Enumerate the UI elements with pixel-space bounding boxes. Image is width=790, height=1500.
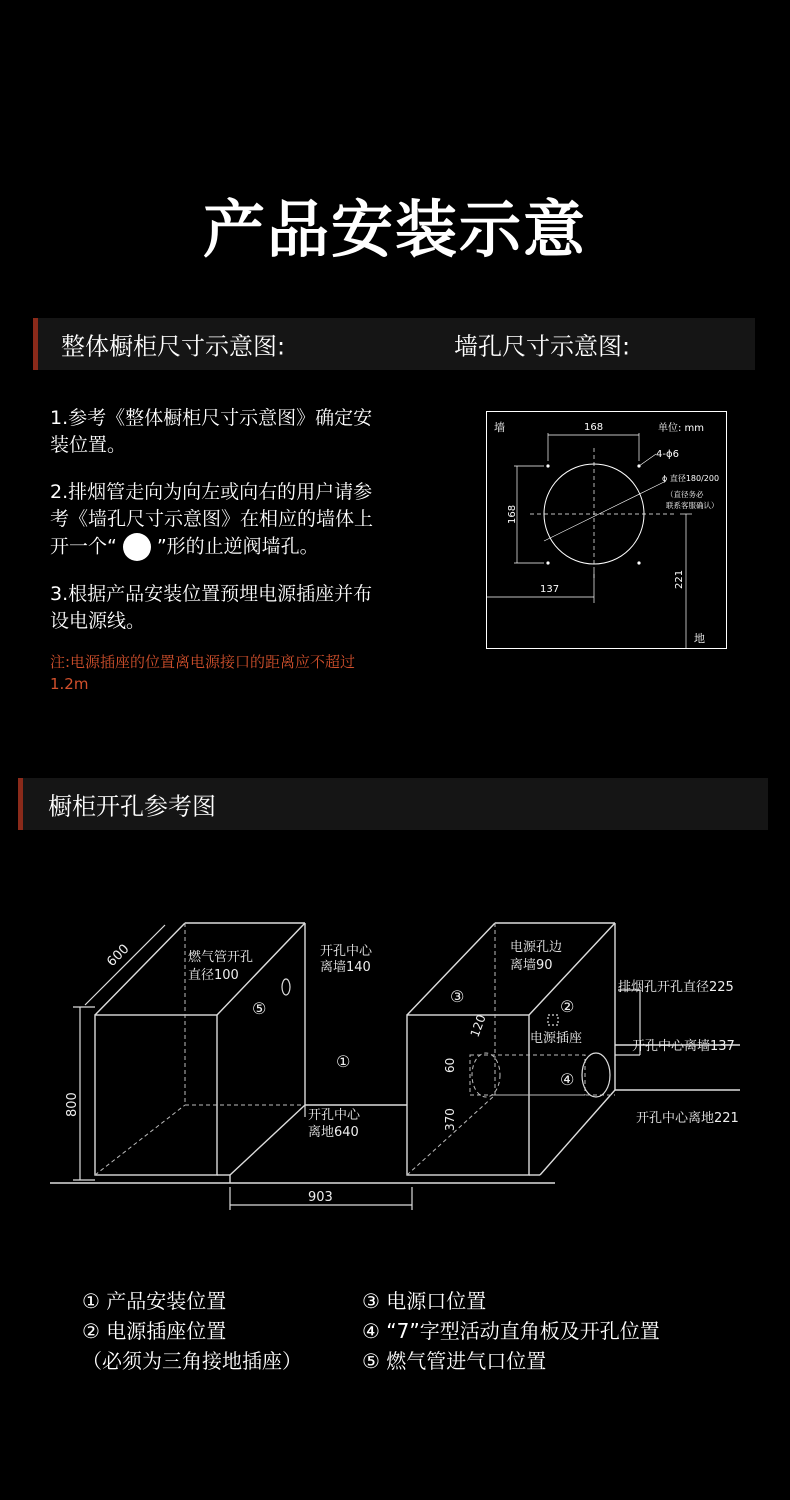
legend-item-4: ④ “7”字型活动直角板及开孔位置 [362,1319,660,1343]
ground-label: 地 [694,632,705,645]
hole-center-wall-2: 离墙140 [320,960,371,975]
instruction-step-2 [50,479,380,561]
marker-3: ③ [450,987,465,1006]
diameter-label: ϕ 直径180/200 [662,474,720,483]
diameter-note-2: 联系客服确认） [666,501,719,510]
right-dimension: 221 [674,569,685,589]
marker-4: ④ [560,1070,575,1089]
cabinet-size-heading: 整体橱柜尺寸示意图: [61,332,286,361]
depth-dimension: 600 [104,941,133,970]
hole-center-ground-1: 开孔中心 [308,1108,361,1123]
legend-left [82,1286,302,1376]
width-dimension: 903 [308,1190,333,1205]
marker-5: ⑤ [252,999,267,1018]
dim-370: 370 [443,1108,457,1131]
center-wall-137: 开孔中心离墙137 [632,1039,735,1054]
gas-hole-label-1: 燃气管开孔 [188,950,254,965]
instruction-step-2-start: 2.排烟管走向为向左或向右的用户请参考《墙孔尺寸示意图》在相应的墙体上开一个“ [50,481,374,558]
top-dimension: 168 [584,422,604,433]
legend-item-5: ⑤ 燃气管进气口位置 [362,1349,547,1373]
instruction-note: 注:电源插座的位置离电源接口的距离应不超过1.2m [50,653,356,693]
wall-label: 墙 [494,421,505,434]
legend-item-2-note: （必须为三角接地插座） [82,1349,302,1373]
dim-120: 120 [467,1012,489,1040]
instructions [50,405,380,695]
center-ground-221: 开孔中心离地221 [636,1111,739,1126]
legend-item-2: ② 电源插座位置 [82,1319,227,1343]
cabinet-hole-diagram [40,905,760,1225]
section-header-cabinet [18,778,768,830]
section-header-dimensions [33,318,755,370]
left-dimension: 168 [507,504,518,524]
instruction-step-3: 3.根据产品安装位置预埋电源插座并布设电源线。 [50,583,373,632]
legend-item-3: ③ 电源口位置 [362,1289,487,1313]
page-title: 产品安装示意 [202,193,587,266]
hole-center-ground-2: 离地640 [308,1125,359,1140]
wall-hole-heading: 墙孔尺寸示意图: [454,332,631,361]
exhaust-label: 排烟孔开孔直径225 [618,980,734,995]
legend-right [362,1286,660,1376]
hole-center-wall-1: 开孔中心 [320,944,373,959]
wall-hole-diagram [486,411,727,649]
power-hole-label-1: 电源孔边 [510,940,563,955]
bolt-spec: 4-ϕ6 [656,449,679,460]
accent-bar [18,778,23,830]
marker-1: ① [336,1052,351,1071]
bottom-dimension: 137 [540,584,560,595]
instruction-step-2-end: ”形的止逆阀墙孔。 [156,535,319,558]
legend-item-1: ① 产品安装位置 [82,1289,227,1313]
dim-60: 60 [443,1057,457,1073]
cabinet-holes-heading: 橱柜开孔参考图 [48,792,216,821]
diameter-note-1: （直径务必 [666,490,704,499]
height-dimension: 800 [65,1092,80,1117]
power-hole-label-2: 离墙90 [510,958,553,973]
marker-2: ② [560,997,575,1016]
accent-bar [33,318,38,370]
power-socket-label: 电源插座 [530,1031,583,1046]
instruction-step-1: 1.参考《整体橱柜尺寸示意图》确定安装位置。 [50,407,373,456]
unit-label: 单位: mm [658,423,705,434]
gas-hole-label-2: 直径100 [188,968,239,983]
circle-icon [123,533,151,561]
